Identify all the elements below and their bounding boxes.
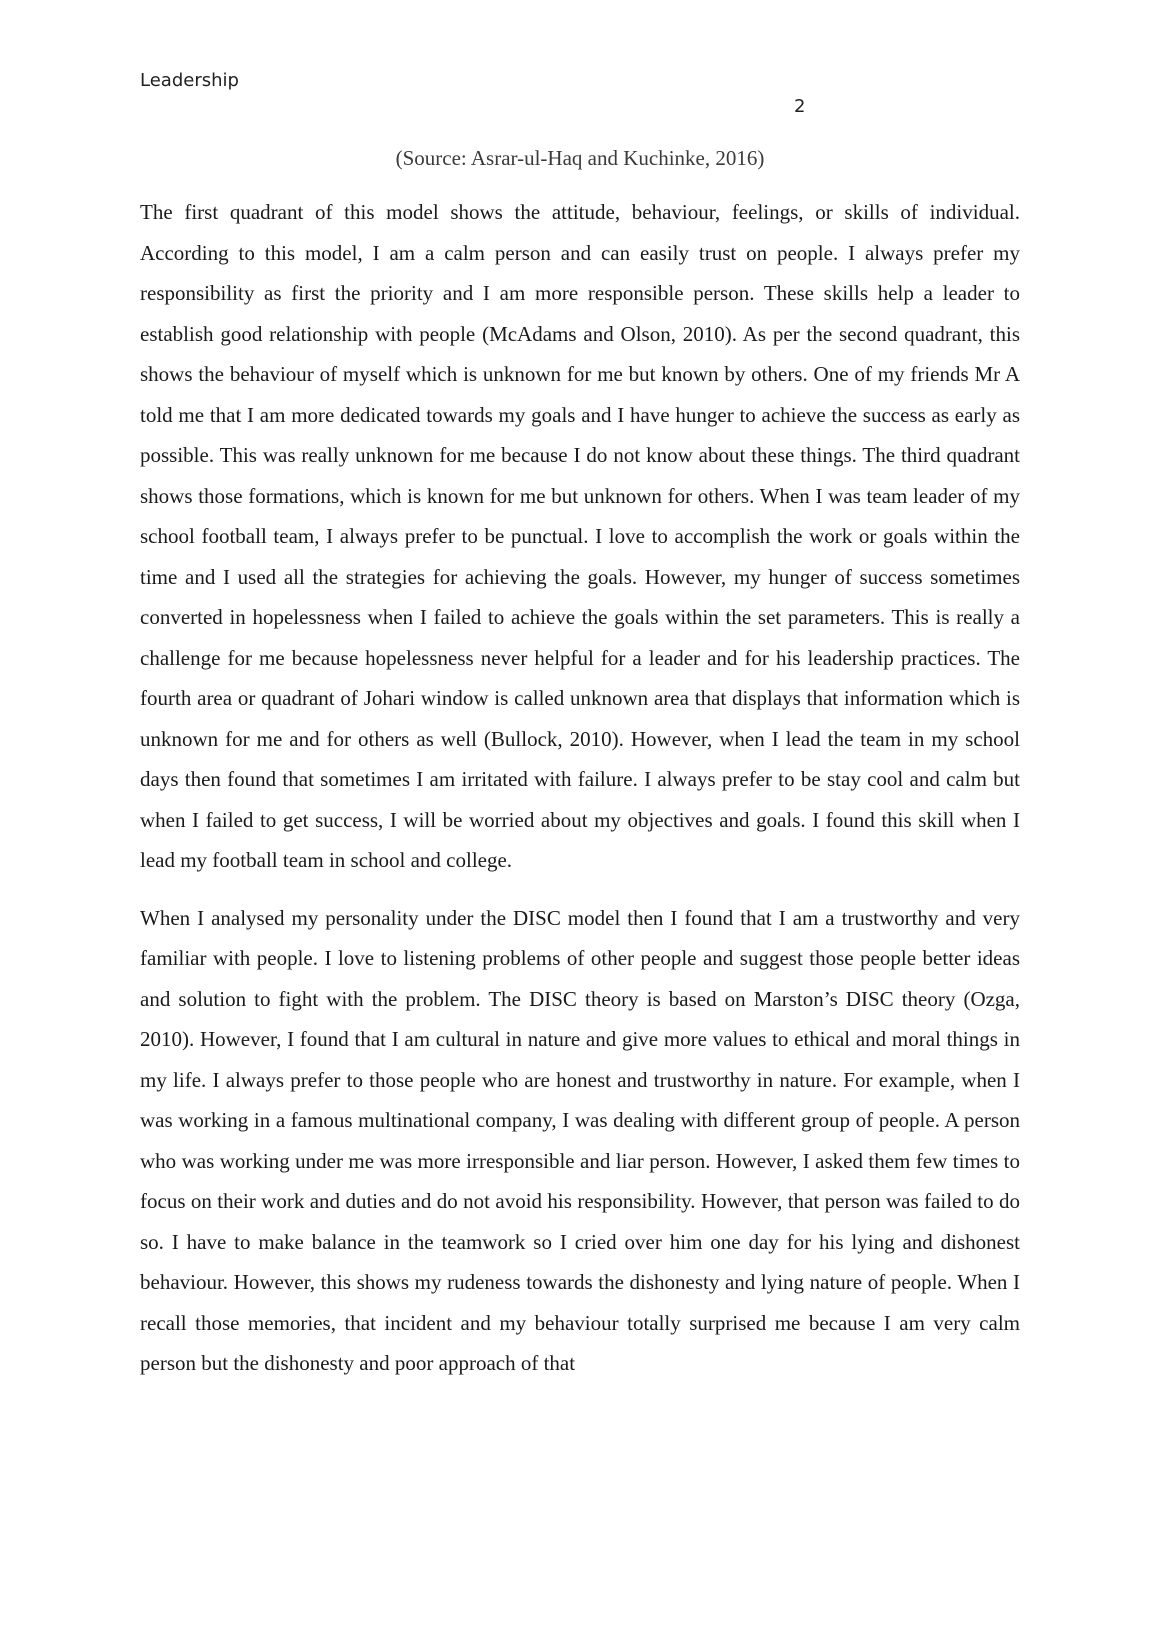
paragraph-johari-window: The first quadrant of this model shows the attitude, behaviour, feelings, or skills of individual. According to this model, I am a calm person and can easily trust on people. I always prefer my responsibility as first the priority and I am more responsible person. These skills help a leader to establish good relationship with people (McAdams and Olson, 2010). As per the second quadrant, this shows the behaviour of myself which is unknown for me but known by others. One of my friends Mr A told me that I am more dedicated towards my goals and I have hunger to achieve the success as early as possible. This was really unknown for me because I do not know about these things. The third quadrant shows those formations, which is known for me but unknown for others. When I was team leader of my school football team, I always prefer to be punctual. I love to accomplish the work or goals within the time and I used all the strategies for achieving the goals. However, my hunger of success sometimes converted in hopelessness when I failed to achieve the goals within the set parameters. This is really a challenge for me because hopelessness never helpful for a leader and for his leadership practices. The fourth area or quadrant of Johari window is called unknown area that displays that information which is unknown for me and for others as well (Bullock, 2010). However, when I lead the team in my school days then found that sometimes I am irritated with failure. I always prefer to be stay cool and calm but when I failed to get success, I will be worried about my objectives and goals. I found this skill when I lead my football team in school and college. [140,200,1020,872]
paragraph-disc-model: When I analysed my personality under the DISC model then I found that I am a trustworthy and very familiar with people. I love to listening problems of other people and suggest those people better ideas and solution to fight with the problem. The DISC theory is based on Marston’s DISC theory (Ozga, 2010). However, I found that I am cultural in nature and give more values to ethical and moral things in my life. I always prefer to those people who are honest and trustworthy in nature. For example, when I was working in a famous multinational company, I was dealing with different group of people. A person who was working under me was more irresponsible and liar person. However, I asked them few times to focus on their work and duties and do not avoid his responsibility. However, that person was failed to do so. I have to make balance in the teamwork so I cried over him one day for his lying and dishonest behaviour. However, this shows my rudeness towards the dishonesty and lying nature of people. When I recall those memories, that incident and my behaviour totally surprised me because I am very calm person but the dishonesty and poor approach of that [140,905,1020,1375]
source-caption: (Source: Asrar-ul-Haq and Kuchinke, 2016) [395,146,765,170]
body-text [140,192,1020,1401]
page-number: 2 [794,96,806,117]
running-head: Leadership [140,70,239,91]
